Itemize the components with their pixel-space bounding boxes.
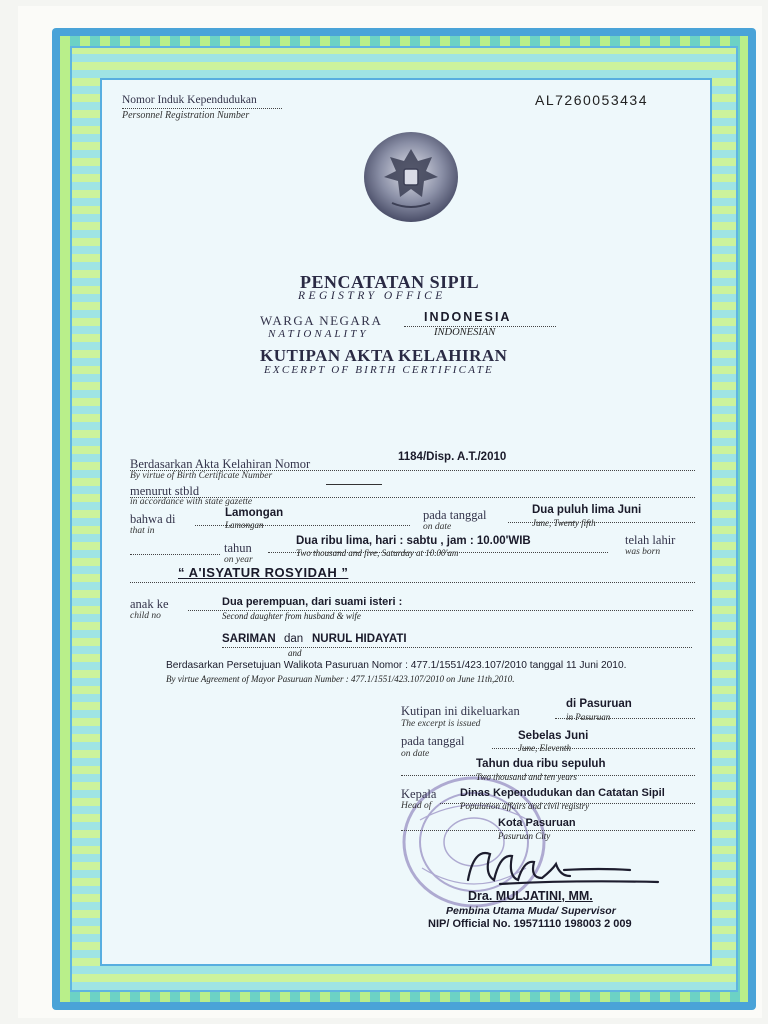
born-label-en: was born: [625, 547, 661, 557]
official-rank: Pembina Utama Muda/ Supervisor: [446, 905, 616, 917]
issue-year-value: Tahun dua ribu sepuluh: [476, 758, 606, 770]
nationality-label-en: NATIONALITY: [268, 328, 369, 340]
city-name-en: Pasuruan City: [498, 831, 551, 841]
child-number-value: Dua perempuan, dari suami isteri :: [222, 596, 403, 608]
signature-icon: [460, 840, 670, 892]
date-value: Dua puluh lima Juni: [532, 504, 642, 516]
place-label: bahwa di: [130, 512, 176, 526]
place-label-en: that in: [130, 526, 155, 536]
document-title: KUTIPAN AKTA KELAHIRAN: [260, 346, 508, 365]
place-value-en: Lamongan: [225, 520, 264, 530]
year-value-en: Two thousand and five, Saturday at 10.00'am: [296, 548, 459, 558]
head-label: Kepala: [401, 787, 437, 801]
cert-number-label: Berdasarkan Akta Kelahiran Nomor: [130, 457, 311, 471]
cert-number-label-en: By virtue of Birth Certificate Number: [130, 471, 273, 481]
office-name-en: Population affairs and civil registry: [460, 801, 590, 811]
nationality-label: WARGA NEGARA: [260, 313, 383, 328]
date-label: pada tanggal: [423, 508, 487, 522]
born-label: telah lahir: [625, 533, 676, 547]
head-label-en: Head of: [401, 801, 432, 811]
office-name: Dinas Kependudukan dan Catatan Sipil: [460, 787, 665, 799]
child-number-value-en: Second daughter from husband & wife: [222, 611, 361, 621]
cert-number-value: 1184/Disp. A.T./2010: [398, 451, 507, 463]
date-value-en: June, Twenty fifth: [532, 518, 596, 528]
issue-date-value: Sebelas Juni: [518, 730, 589, 742]
document-title-en: EXCERPT OF BIRTH CERTIFICATE: [264, 364, 494, 376]
city-name: Kota Pasuruan: [498, 817, 576, 829]
issue-date-value-en: June, Eleventh: [518, 743, 571, 753]
year-label: tahun: [224, 541, 252, 555]
registry-title-en: REGISTRY OFFICE: [298, 290, 446, 302]
registry-title: PENCATATAN SIPIL: [300, 272, 480, 292]
issued-label: Kutipan ini dikeluarkan: [401, 704, 520, 718]
place-value: Lamongan: [225, 507, 284, 519]
father-name: SARIMAN: [222, 633, 276, 645]
official-name: Dra. MULJATINI, MM.: [468, 889, 593, 903]
mother-name: NURUL HIDAYATI: [312, 633, 407, 645]
agreement-text: Berdasarkan Persetujuan Walikota Pasuruan Nomor : 477.1/1551/423.107/2010 tanggal 11 Juni 2010.: [166, 660, 627, 671]
issued-place: di Pasuruan: [566, 698, 632, 710]
issue-year-value-en: Two thousand and ten years: [476, 772, 577, 782]
year-label-en: on year: [224, 555, 253, 565]
stbld-label-en: in accordance with state gazette: [130, 497, 253, 507]
child-number-label: anak ke: [130, 597, 169, 611]
and-word-en: and: [288, 648, 302, 658]
issue-date-label: pada tanggal: [401, 734, 465, 748]
year-value: Dua ribu lima, hari : sabtu , jam : 10.00'WIB: [296, 535, 531, 547]
nationality-value-en: INDONESIAN: [434, 327, 496, 338]
nationality-value: INDONESIA: [424, 310, 512, 324]
certificate-serial: AL7260053434: [535, 92, 648, 108]
garuda-emblem-icon: [362, 131, 460, 223]
child-name: “ A'ISYATUR ROSYIDAH ”: [178, 565, 349, 580]
official-nip: NIP/ Official No. 19571110 198003 2 009: [428, 918, 632, 930]
issued-place-en: in Pasuruan: [566, 712, 611, 722]
agreement-text-en: By virtue Agreement of Mayor Pasuruan Number : 477.1/1551/423.107/2010 on June 11th,2010.: [166, 674, 515, 684]
child-number-label-en: child no: [130, 611, 161, 621]
issued-label-en: The excerpt is issued: [401, 719, 481, 729]
nik-label: Nomor Induk Kependudukan: [122, 94, 257, 106]
stbld-label: menurut stbld: [130, 484, 200, 498]
date-label-en: on date: [423, 522, 452, 532]
issue-date-label-en: on date: [401, 749, 430, 759]
and-word: dan: [284, 633, 304, 645]
nik-label-en: Personnel Registration Number: [122, 110, 250, 121]
